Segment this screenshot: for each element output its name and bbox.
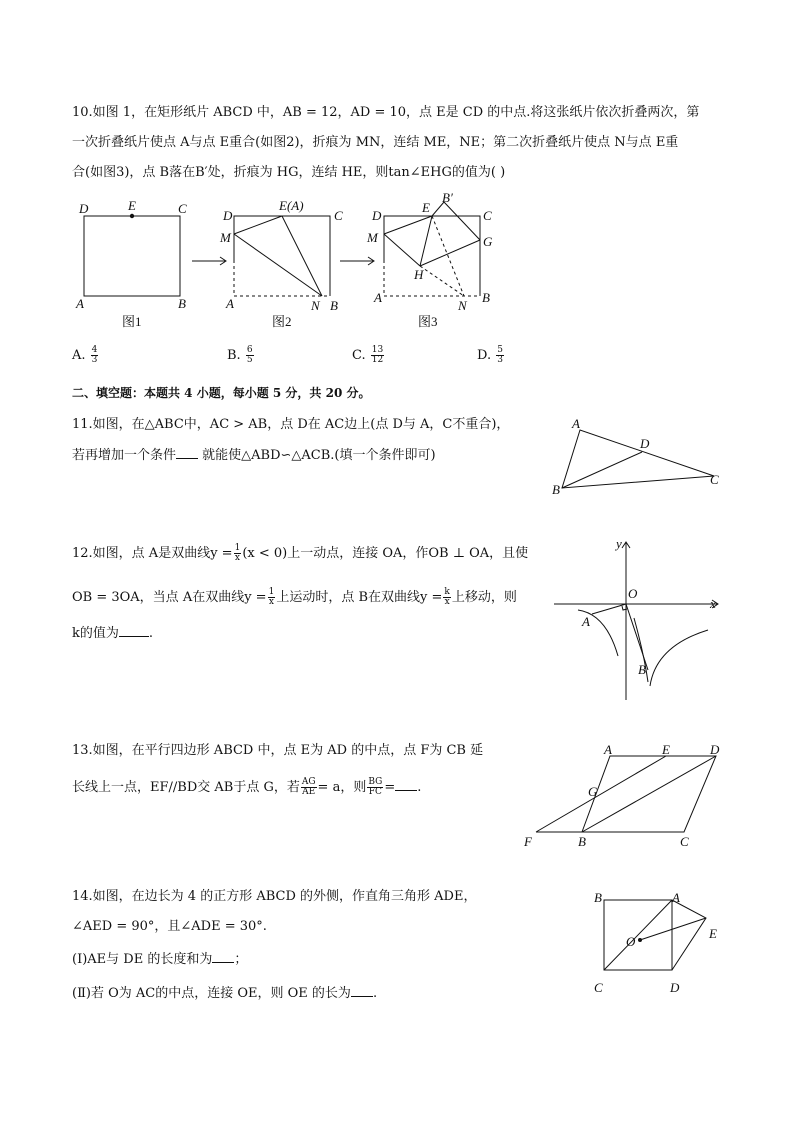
q13-figure [520, 740, 730, 852]
fig2-caption: 图2 [272, 314, 292, 329]
q14-text-line3: (Ⅰ)AE与 DE 的长度和为 ； [72, 952, 248, 967]
q13-answer-blank[interactable] [395, 778, 417, 791]
q10-option-a[interactable]: A. $\frac{4}{3}$ [72, 345, 98, 365]
q10-figure-1 [70, 198, 200, 338]
q14-figure [588, 888, 728, 1000]
q11-text-line1: 11.如图，在△ABC中，AC > AB，点 D在 AC边上(点 D与 A，C不重合)， [72, 417, 510, 432]
q10-option-c[interactable]: C. $\frac{13}{12}$ [352, 345, 384, 365]
q11-answer-blank[interactable] [176, 446, 198, 459]
fig3-label-Bp: B′ [442, 190, 453, 205]
q13-label-G: G [588, 784, 598, 799]
fig3-label-E: E [422, 200, 430, 215]
q10-option-d[interactable]: D. $\frac{5}{3}$ [477, 345, 503, 365]
q11-text-line2: 若再增加一个条件 就能使△ABD∽△ACB.(填一个条件即可) [72, 448, 436, 463]
fig1-label-D: D [79, 201, 89, 216]
fig2-label-M: M [220, 230, 231, 245]
q12-text-line3: k的值为 . [72, 626, 154, 641]
q13-text-line2: 长线上一点，EF//BD交 AB于点 G，若 $\frac{AG}{AE}$ = a，则 $\frac{BG}{FC}$ = . [72, 777, 422, 797]
q14-label-C: C [594, 980, 603, 995]
fig1-label-A: A [76, 296, 84, 311]
q14-label-O: O [626, 934, 636, 949]
q10-option-b[interactable]: B. $\frac{6}{5}$ [227, 345, 253, 365]
q14-text-line1: 14.如图，在边长为 4 的正方形 ABCD 的外侧，作直角三角形 ADE， [72, 889, 477, 904]
q11-label-B: B [552, 482, 560, 497]
q14-label-E: E [709, 926, 717, 941]
fig3-label-A: A [374, 290, 382, 305]
q14-answer-blank-1[interactable] [212, 950, 234, 963]
q13-label-B: B [578, 834, 586, 849]
q10-text-line1: 10.如图 1，在矩形纸片 ABCD 中，AB = 12，AD = 10，点 E是 CD 的中点.将这张纸片依次折叠两次，第 [72, 105, 700, 120]
fig2-label-C: C [334, 208, 343, 223]
fig3-label-B: B [482, 290, 490, 305]
fig2-label-N: N [311, 298, 320, 313]
fig3-label-H: H [414, 267, 424, 282]
q10-figure-2 [220, 198, 355, 338]
q13-label-E: E [662, 742, 670, 757]
q12-label-A: A [582, 614, 590, 629]
q13-label-F: F [524, 834, 532, 849]
q13-text-line1: 13.如图，在平行四边形 ABCD 中，点 E为 AD 的中点，点 F为 CB 延 [72, 743, 484, 758]
q13-label-A: A [604, 742, 612, 757]
q11-label-C: C [710, 472, 719, 487]
fig3-label-N: N [458, 298, 467, 313]
q10-text-line2: 一次折叠纸片使点 A与点 E重合(如图2)，折痕为 MN，连结 ME，NE；第二次折叠纸片使点 N与点 E重 [72, 135, 679, 150]
section-2-heading: 二、填空题：本题共 4 小题，每小题 5 分，共 20 分。 [72, 386, 371, 400]
q12-text-line2: OB = 3OA，当点 A在双曲线y = $\frac{1}{x}$ 上运动时，点 B在双曲线y = $\frac{k}{x}$ 上移动，则 [72, 587, 517, 607]
fig2-label-D: D [223, 208, 233, 223]
q13-label-D: D [710, 742, 720, 757]
fig3-label-D: D [372, 208, 382, 223]
q13-label-C: C [680, 834, 689, 849]
q14-text-line2: ∠AED = 90°，且∠ADE = 30°. [72, 919, 267, 934]
q12-label-B: B [638, 662, 646, 677]
q12-text-line1: 12.如图，点 A是双曲线y = $\frac{1}{x}$ (x < 0)上一动点，连接 OA，作OB ⊥ OA，且使 [72, 543, 529, 563]
fig2-label-A: A [226, 296, 234, 311]
q14-label-D: D [670, 980, 680, 995]
q10-text-line3: 合(如图3)，点 B落在B′处，折痕为 HG，连结 HE，则tan∠EHG的值为( ) [72, 165, 506, 180]
fig1-caption: 图1 [122, 314, 142, 329]
q12-label-x: x [710, 596, 716, 611]
q10-figure-3 [362, 190, 497, 338]
q11-label-D: D [640, 436, 650, 451]
q11-figure [552, 414, 732, 500]
q14-answer-blank-2[interactable] [351, 984, 373, 997]
q12-label-O: O [628, 586, 638, 601]
fig3-label-G: G [483, 234, 493, 249]
fig3-label-C: C [483, 208, 492, 223]
q12-figure [548, 536, 728, 704]
fig3-caption: 图3 [418, 314, 438, 329]
fig2-label-B: B [330, 298, 338, 313]
fig2-label-EA: E(A) [279, 198, 304, 213]
fig1-label-C: C [178, 201, 187, 216]
q11-label-A: A [572, 416, 580, 431]
q12-answer-blank[interactable] [119, 624, 149, 637]
fig3-label-M: M [367, 230, 378, 245]
fig1-label-E: E [128, 198, 136, 213]
q14-label-B: B [594, 890, 602, 905]
q14-text-line4: (Ⅱ)若 O为 AC的中点，连接 OE，则 OE 的长为 . [72, 986, 378, 1001]
fig1-label-B: B [178, 296, 186, 311]
q14-label-A: A [672, 890, 680, 905]
q12-label-y: y [616, 536, 622, 551]
